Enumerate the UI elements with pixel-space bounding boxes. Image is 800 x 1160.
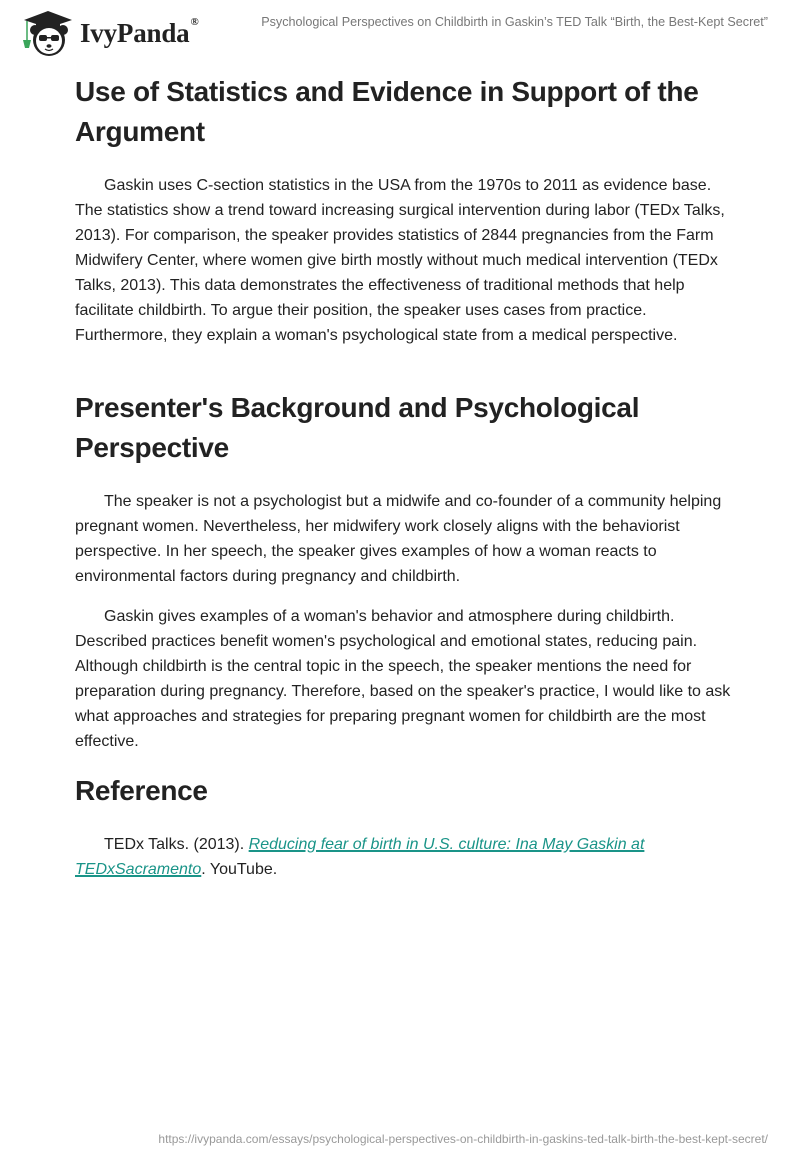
reference-link[interactable]: Reducing fear of birth in U.S. culture: Ina May Gaskin at TEDxSacramento (75, 836, 645, 878)
brand-name: IvyPanda® (80, 15, 199, 48)
footer-url: https://ivypanda.com/essays/psychological-perspectives-on-childbirth-in-gaskins-ted-talk-birth-the-best-kept-secret/ (158, 1132, 768, 1146)
paragraph: Gaskin gives examples of a woman's behavior and atmosphere during childbirth. Described practices benefit women's psychological and emotional states, reducing pain. Although childbirth is the central topic in the speech, the speaker mentions the need for preparation during pregnancy. Therefore, based on the speaker's practice, I would like to ask what approaches and strategies for preparing pregnant women for childbirth are the most effective. (75, 608, 731, 750)
paragraph: The speaker is not a psychologist but a midwife and co-founder of a community helping pregnant women. Nevertheless, her midwifery work closely aligns with the behaviorist perspective. In her speech, the speaker gives examples of how a woman reacts to environmental factors during pregnancy and childbirth. (75, 493, 722, 585)
document-title: Psychological Perspectives on Childbirth in Gaskin’s TED Talk “Birth, the Best-Kept Secret” (261, 15, 768, 29)
reference-prefix: TEDx Talks. (2013). (104, 836, 249, 853)
section-heading-background: Presenter's Background and Psychological Perspective (75, 392, 640, 463)
reference-entry (75, 832, 735, 882)
section-heading-reference: Reference (75, 775, 208, 806)
brand-logo[interactable] (18, 8, 198, 58)
panda-graduation-cap-icon (18, 8, 76, 58)
reference-suffix: . YouTube. (201, 861, 278, 878)
section-heading-statistics: Use of Statistics and Evidence in Support of the Argument (75, 76, 699, 147)
page-header (0, 0, 800, 60)
paragraph: Gaskin uses C-section statistics in the USA from the 1970s to 2011 as evidence base. The statistics show a trend toward increasing surgical intervention during labor (TEDx Talks, 2013). For comparison, the speaker provides statistics of 2844 pregnancies from the Farm Midwifery Center, where women give birth mostly without much medical intervention (TEDx Talks, 2013). This data demonstrates the effectiveness of traditional methods that help facilitate childbirth. To argue their position, the speaker uses cases from practice. Furthermore, they explain a woman's psychological state from a medical perspective. (75, 177, 725, 344)
registered-mark: ® (190, 15, 199, 28)
